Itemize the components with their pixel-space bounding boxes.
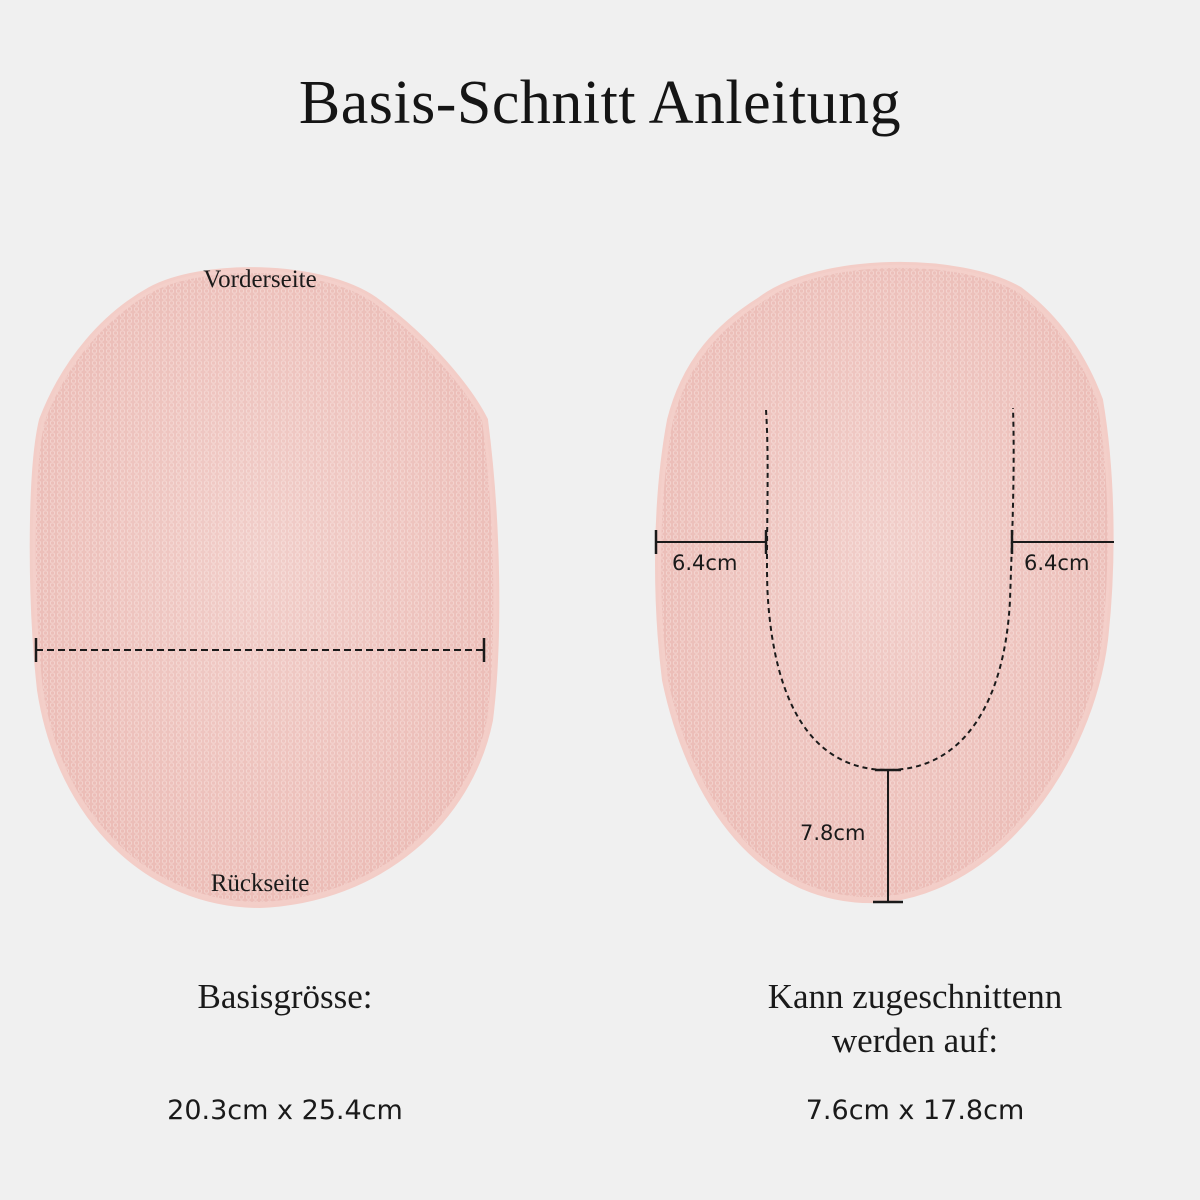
cut-mesh-piece	[658, 265, 1111, 900]
cut-size-value: 7.6cm x 17.8cm	[805, 1095, 1025, 1126]
front-label: Vorderseite	[203, 266, 317, 293]
base-mesh-piece	[33, 270, 497, 905]
cut-caption-line2: werden auf:	[831, 1021, 999, 1060]
left-measure-value: 6.4cm	[672, 551, 738, 575]
base-size-value: 20.3cm x 25.4cm	[167, 1095, 403, 1126]
cut-caption-line1: Kann zugeschnittenn	[767, 977, 1063, 1016]
cut-size-caption	[690, 975, 1140, 1063]
bottom-measure-value: 7.8cm	[800, 821, 866, 845]
page-title: Basis-Schnitt Anleitung	[298, 69, 902, 137]
right-measure-value: 6.4cm	[1024, 551, 1090, 575]
back-label: Rückseite	[210, 870, 310, 897]
base-size-caption: Basisgrösse:	[197, 977, 373, 1016]
